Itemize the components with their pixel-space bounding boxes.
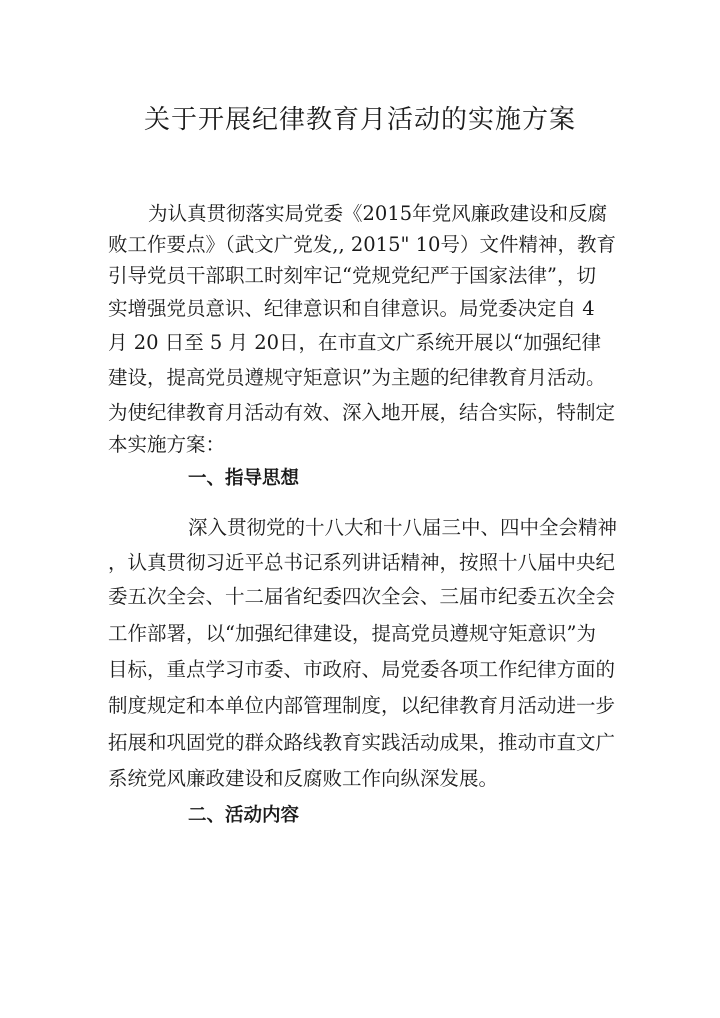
text-line: 月 20 日至 5 月 20日，在市直文广系统开展以“加强纪律	[108, 331, 601, 354]
text-line: 拓展和巩固党的群众路线教育实践活动成果，推动市直文广	[108, 731, 616, 754]
text-line: 为认真贯彻落实局党委《2015年党风廉政建设和反腐	[148, 202, 608, 225]
text-line: 本实施方案：	[108, 433, 226, 456]
text-line: 建设，提高党员遵规守矩意识”为主题的纪律教育月活动。	[108, 366, 606, 389]
text-line: 委五次全会、十二届省纪委四次全会、三届市纪委五次全会	[108, 585, 616, 608]
text-line: 为使纪律教育月活动有效、深入地开展，结合实际，特制定	[108, 401, 616, 424]
text-line: 深入贯彻党的十八大和十八届三中、四中全会精神	[188, 516, 618, 539]
text-line: 目标，重点学习市委、市政府、局党委各项工作纪律方面的	[108, 658, 616, 681]
text-line: 实增强党员意识、纪律意识和自律意识。局党委决定自 4	[108, 297, 595, 320]
text-line: ，认真贯彻习近平总书记系列讲话精神，按照十八届中央纪	[108, 551, 616, 574]
section-heading-activity-content: 二、活动内容	[188, 805, 300, 826]
section-heading-guiding-ideology: 一、指导思想	[188, 468, 300, 489]
document-title: 关于开展纪律教育月活动的实施方案	[143, 105, 576, 135]
text-line: 制度规定和本单位内部管理制度，以纪律教育月活动进一步	[108, 694, 616, 717]
text-line: 引导党员干部职工时刻牢记“党规党纪严于国家法律”，切	[108, 264, 596, 287]
text-line: 败工作要点》（武文广党发,, 2015" 10号）文件精神，教育	[108, 233, 616, 256]
text-line: 系统党风廉政建设和反腐败工作向纵深发展。	[108, 767, 499, 790]
text-line: 工作部署，以“加强纪律建设，提高党员遵规守矩意识”为	[108, 622, 596, 645]
